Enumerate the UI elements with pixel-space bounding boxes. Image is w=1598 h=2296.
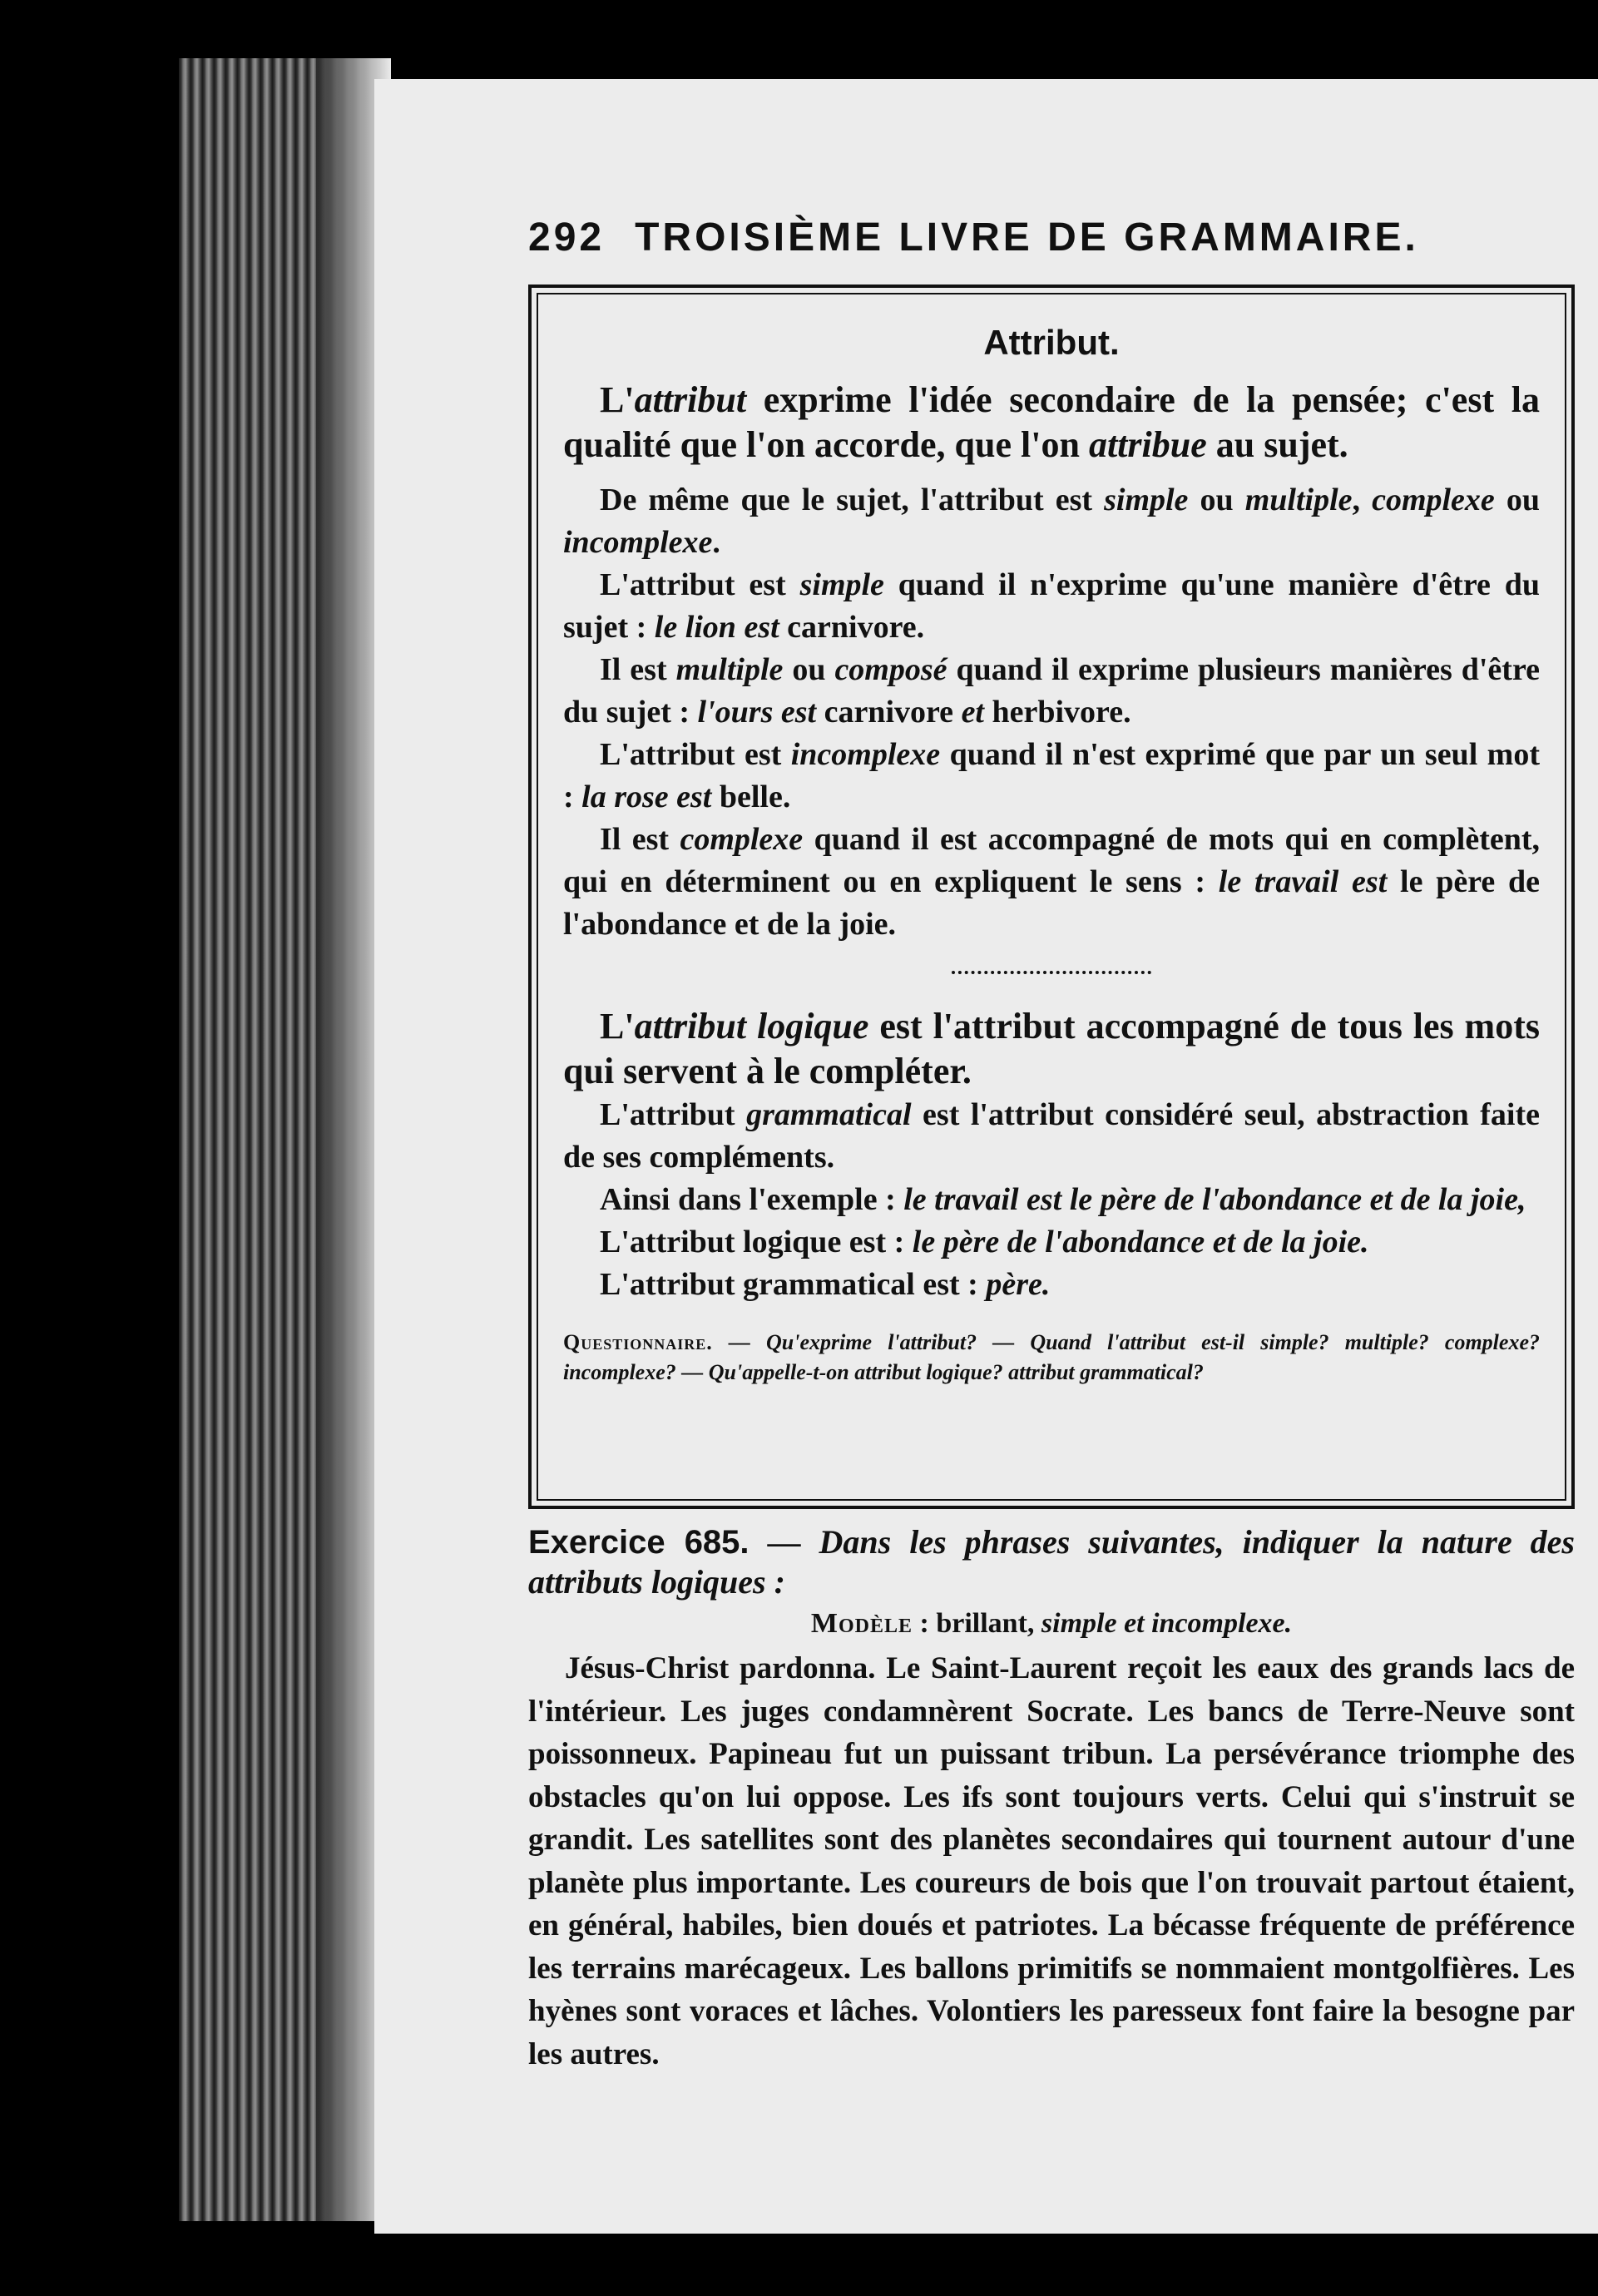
rule-box (528, 285, 1575, 1509)
questionnaire-text: — Qu'exprime l'attribut? — Quand l'attribut est-il simple? multiple? complexe? incomplexe? — Qu'appelle-t-on attribut logique? attribut grammatical? (563, 1330, 1540, 1384)
rule-paragraph: Ainsi dans l'exemple : le travail est le père de l'abondance et de la joie, (600, 1182, 1526, 1217)
exercise-heading: Exercice 685. — Dans les phrases suivantes, indiquer la nature des attributs logiques : (528, 1523, 1575, 1601)
definition-paragraph: L'attribut logique est l'attribut accompagné de tous les mots qui servent à le compléter. (563, 1006, 1540, 1091)
running-header (528, 215, 1443, 260)
exercise-section (528, 1522, 1575, 2076)
running-title: TROISIÈME LIVRE DE GRAMMAIRE. (635, 215, 1419, 260)
exercise-instruction: Dans les phrases suivantes, indiquer la nature des attributs logiques : (528, 1523, 1575, 1601)
rule-paragraph: L'attribut est incomplexe quand il n'est exprimé que par un seul mot : la rose est belle. (563, 737, 1540, 814)
page-number: 292 (528, 215, 606, 260)
rule-paragraph: L'attribut grammatical est l'attribut considéré seul, abstraction faite de ses compléments. (563, 1097, 1541, 1175)
section-title: Attribut. (983, 323, 1120, 362)
rule-paragraph: L'attribut grammatical est : père. (600, 1267, 1051, 1302)
rule-paragraph: L'attribut est simple quand il n'exprime qu'une manière d'être du sujet : le lion est carnivore. (563, 567, 1540, 645)
questionnaire (563, 1328, 1540, 1388)
exercise-model: Modèle : brillant, simple et incomplexe. (810, 1608, 1293, 1639)
exercise-number: Exercice 685. (528, 1524, 750, 1561)
rule-paragraph: Il est multiple ou composé quand il exprime plusieurs manières d'être du sujet : l'ours est carnivore et herbivore. (563, 652, 1540, 730)
exercise-body: Jésus-Christ pardonna. Le Saint-Laurent reçoit les eaux des grands lacs de l'intérieur. Les juges condamnèrent Socrate. Les bancs de Terre-Neuve sont poissonneux. Papineau fut un puissant tribun. La persévérance triomphe des obstacles qu'on lui oppose. Les ifs sont toujours verts. Celui qui s'instruit se grandit. Les satellites sont des planètes secondaires qui tournent autour d'une planète plus importante. Les coureurs de bois que l'on trouvait partout étaient, en général, habiles, bien doués et patriotes. La bécasse fréquente de préférence les terrains marécageux. Les ballons primitifs se nommaient montgolfières. Les hyènes sont voraces et lâches. Volontiers les paresseux font faire la besogne par les autres. (528, 1651, 1575, 2071)
ornamental-divider (952, 971, 1151, 979)
rule-paragraph: Il est complexe quand il est accompagné de mots qui en complètent, qui en déterminent ou en expliquent le sens : le travail est le père de l'abondance et de la joie. (563, 822, 1541, 942)
rule-paragraph: L'attribut logique est : le père de l'abondance et de la joie. (600, 1225, 1369, 1259)
rule-paragraph: De même que le sujet, l'attribut est simple ou multiple, complexe ou incomplexe. (563, 482, 1541, 560)
rule-box-content (563, 313, 1540, 1388)
questionnaire-label: Questionnaire. (563, 1330, 713, 1354)
definition-paragraph: L'attribut exprime l'idée secondaire de la pensée; c'est la qualité que l'on accorde, que l'on attribue au sujet. (563, 379, 1540, 465)
